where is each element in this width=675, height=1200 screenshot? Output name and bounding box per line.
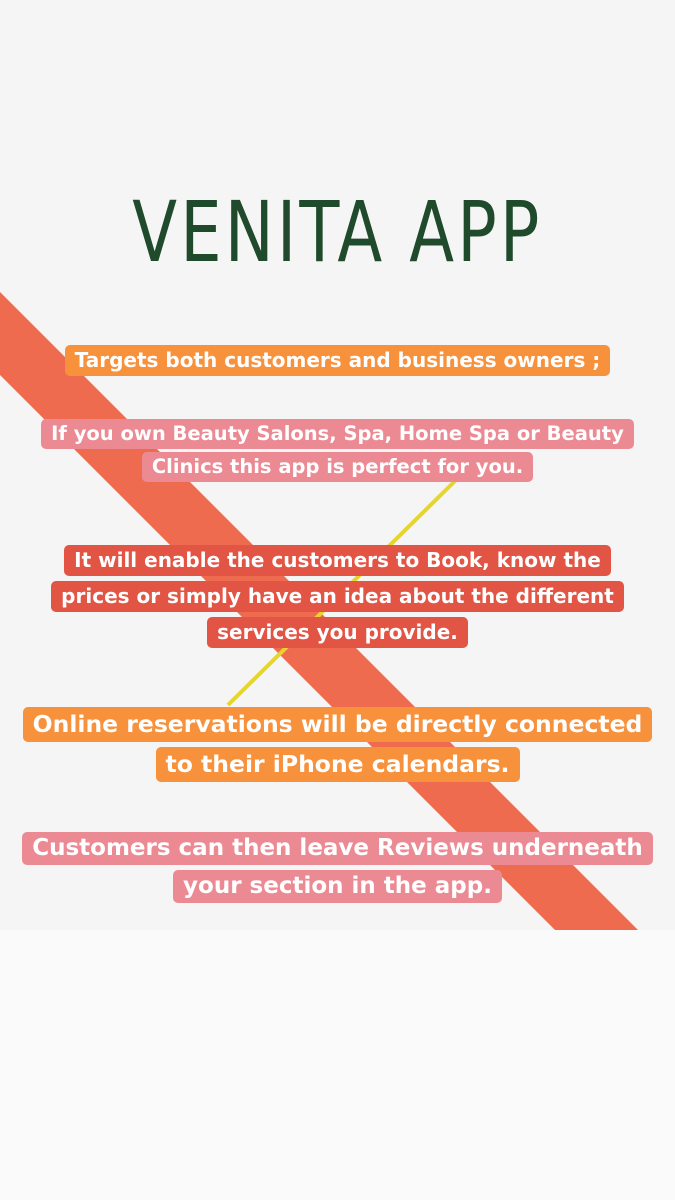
- caption-line: to their iPhone calendars.: [156, 747, 520, 782]
- caption-line: prices or simply have an idea about the different: [51, 581, 624, 612]
- empty-bottom-area: [0, 930, 675, 1200]
- caption-line: Targets both customers and business owners ;: [65, 345, 611, 376]
- caption-line: services you provide.: [207, 617, 468, 648]
- caption-targets: [0, 343, 675, 378]
- caption-line: It will enable the customers to Book, know the: [64, 545, 611, 576]
- caption-business-types: [0, 417, 675, 483]
- caption-line: If you own Beauty Salons, Spa, Home Spa or Beauty: [41, 419, 634, 449]
- caption-line: Clinics this app is perfect for you.: [142, 452, 533, 482]
- caption-line: your section in the app.: [173, 870, 502, 903]
- caption-booking: [0, 542, 675, 650]
- caption-reservations: [0, 704, 675, 784]
- caption-line: Online reservations will be directly connected: [23, 707, 653, 742]
- app-title: VENITA APP: [132, 183, 543, 281]
- caption-line: Customers can then leave Reviews underneath: [22, 832, 653, 865]
- caption-reviews: [0, 829, 675, 905]
